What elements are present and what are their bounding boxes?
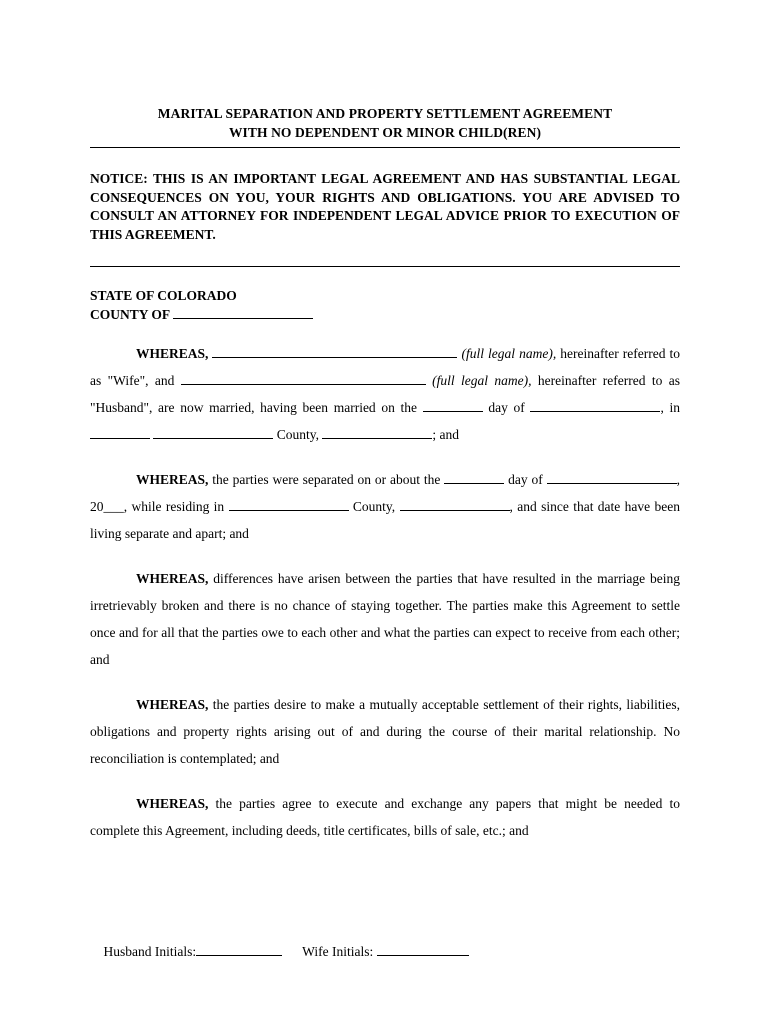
whereas-paragraph-5	[90, 790, 680, 844]
whereas-1-text-2: hereinafter referred to as "Husband", are now married, having been married on the	[90, 373, 680, 415]
county-label: COUNTY OF	[90, 306, 170, 322]
whereas-1-text-4: , in	[660, 400, 680, 415]
separation-day-blank[interactable]	[444, 483, 504, 484]
notice-paragraph: NOTICE: THIS IS AN IMPORTANT LEGAL AGREEMENT AND HAS SUBSTANTIAL LEGAL CONSEQUENCES ON YOU, YOUR RIGHTS AND OBLIGATIONS. YOU ARE ADVISED TO CONSULT AN ATTORNEY FOR INDEPENDENT LEGAL ADVICE PRIOR TO EXECUTION OF THIS AGREEMENT.	[90, 171, 680, 242]
initials-footer	[90, 928, 469, 976]
whereas-2-text-1: the parties were separated on or about the	[212, 472, 441, 487]
whereas-paragraph-4	[90, 691, 680, 772]
separation-city-blank[interactable]	[229, 510, 349, 511]
marriage-county-blank[interactable]	[153, 438, 273, 439]
marriage-month-blank[interactable]	[530, 411, 660, 412]
whereas-lead-2: WHEREAS,	[136, 472, 209, 487]
whereas-lead-3: WHEREAS,	[136, 571, 209, 586]
husband-name-blank[interactable]	[181, 384, 426, 385]
jurisdiction-block	[90, 287, 680, 324]
county-blank-field[interactable]	[173, 318, 313, 319]
title-line-2: WITH NO DEPENDENT OR MINOR CHILD(REN)	[228, 125, 542, 140]
wife-name-note: (full legal name),	[461, 346, 557, 361]
whereas-2-text-5: , and since that date have been living separate and apart; and	[90, 499, 680, 541]
marriage-state-blank[interactable]	[322, 438, 432, 439]
whereas-2-text-3: , 20___, while residing in	[90, 472, 681, 514]
document-title	[90, 104, 680, 142]
marriage-year-blank[interactable]	[90, 438, 150, 439]
wife-initials-blank[interactable]	[377, 955, 469, 956]
whereas-paragraph-3	[90, 565, 680, 673]
whereas-1-text-6: ; and	[432, 427, 460, 442]
county-line	[90, 306, 680, 325]
whereas-lead-5: WHEREAS,	[136, 796, 209, 811]
whereas-5-text: the parties agree to execute and exchange any papers that might be needed to complete this Agreement, including deeds, title certificates, bills of sale, etc.; and	[90, 796, 681, 838]
whereas-4-text: the parties desire to make a mutually acceptable settlement of their rights, liabilities, obligations and property rights arising out of and during the course of their marital relationship. No reconciliation is contemplated; and	[90, 697, 680, 766]
title-divider	[90, 147, 680, 148]
husband-initials-label: Husband Initials:	[103, 944, 197, 959]
husband-initials-blank[interactable]	[196, 955, 282, 956]
whereas-1-text-1: hereinafter referred to as "Wife", and	[90, 346, 681, 388]
husband-name-note: (full legal name),	[432, 373, 532, 388]
notice-divider	[90, 266, 680, 267]
wife-initials-label: Wife Initials:	[302, 944, 374, 959]
whereas-1-text-5: County,	[276, 427, 320, 442]
separation-state-blank[interactable]	[400, 510, 510, 511]
whereas-3-text: differences have arisen between the parties that have resulted in the marriage being irretrievably broken and there is no chance of staying together. The parties make this Agreement to settle once and for all that the parties owe to each other and what the parties can expect to receive from each other; and	[90, 571, 680, 667]
whereas-2-text-4: County,	[352, 499, 396, 514]
separation-month-blank[interactable]	[547, 483, 677, 484]
title-line-1: MARITAL SEPARATION AND PROPERTY SETTLEMENT AGREEMENT	[157, 106, 613, 121]
state-label: STATE OF COLORADO	[90, 288, 237, 303]
whereas-2-text-2: day of	[508, 472, 543, 487]
whereas-paragraph-2	[90, 466, 680, 547]
whereas-lead-1: WHEREAS,	[136, 346, 209, 361]
wife-name-blank[interactable]	[212, 357, 457, 358]
whereas-1-text-3: day of	[488, 400, 525, 415]
whereas-paragraph-1	[90, 340, 680, 448]
marriage-day-blank[interactable]	[423, 411, 483, 412]
whereas-lead-4: WHEREAS,	[136, 697, 209, 712]
